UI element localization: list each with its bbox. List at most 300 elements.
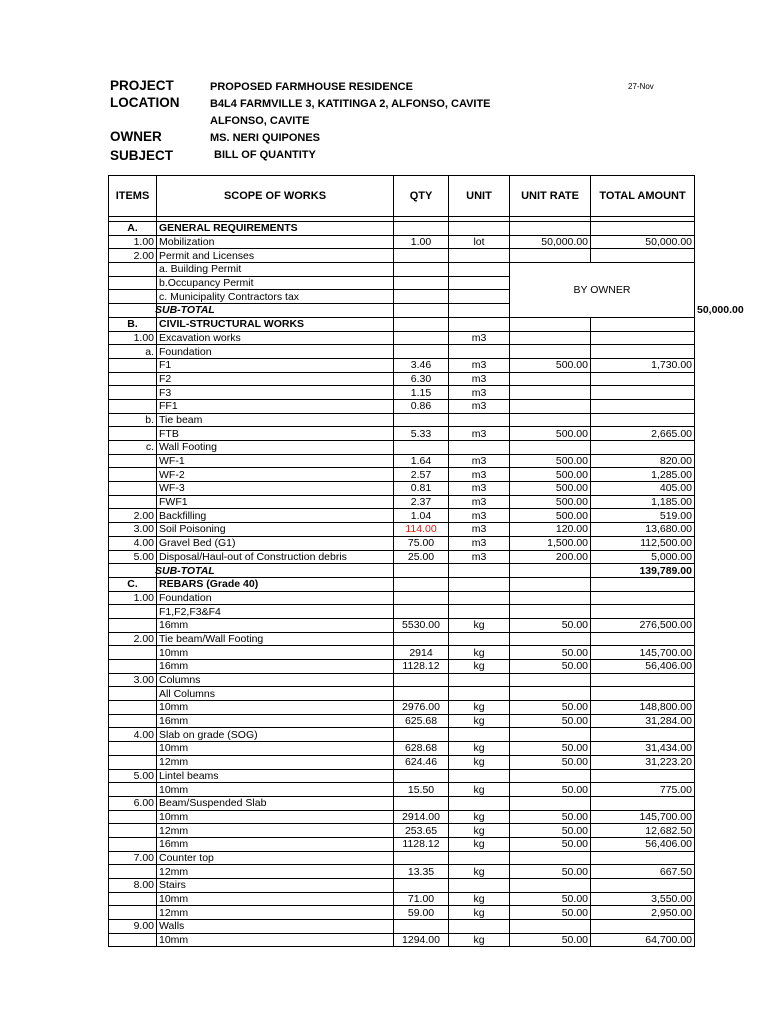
item-cell: c. (109, 441, 157, 455)
scope-cell: a. Building Permit (157, 263, 394, 277)
unit-cell: kg (449, 824, 510, 838)
unit-rate-cell: 1,500.00 (510, 536, 591, 550)
total-amount-cell (591, 577, 695, 591)
scope-cell: Disposal/Haul-out of Construction debris (157, 550, 394, 564)
unit-rate-cell: 50.00 (510, 824, 591, 838)
unit-cell: m3 (449, 509, 510, 523)
item-cell (109, 933, 157, 947)
unit-rate-cell (510, 372, 591, 386)
unit-cell: kg (449, 933, 510, 947)
scope-cell: FTB (157, 427, 394, 441)
qty-cell (394, 263, 449, 277)
item-cell (109, 263, 157, 277)
qty-cell (394, 441, 449, 455)
unit-rate-cell: 500.00 (510, 427, 591, 441)
scope-cell: 16mm (157, 837, 394, 851)
unit-rate-cell (510, 399, 591, 413)
table-row (109, 673, 695, 687)
qty-cell (394, 687, 449, 701)
table-row (109, 824, 695, 838)
unit-rate-cell (510, 605, 591, 619)
table-row (109, 605, 695, 619)
qty-cell: 75.00 (394, 536, 449, 550)
unit-cell (449, 249, 510, 263)
table-row (109, 632, 695, 646)
item-cell: 1.00 (109, 331, 157, 345)
total-amount-cell (591, 441, 695, 455)
scope-cell: Foundation (157, 591, 394, 605)
total-amount-cell: 145,700.00 (591, 646, 695, 660)
qty-cell (394, 304, 449, 318)
unit-cell: kg (449, 783, 510, 797)
unit-rate-cell: 120.00 (510, 523, 591, 537)
table-row (109, 837, 695, 851)
total-amount-cell (591, 687, 695, 701)
scope-cell: b.Occupancy Permit (157, 276, 394, 290)
item-cell (109, 290, 157, 304)
table-row (109, 235, 695, 249)
total-amount-cell: 1,185.00 (591, 495, 695, 509)
item-cell (109, 482, 157, 496)
unit-rate-cell (510, 317, 591, 331)
item-cell: 9.00 (109, 920, 157, 934)
table-row (109, 892, 695, 906)
total-amount-cell: 5,000.00 (591, 550, 695, 564)
scope-cell: F3 (157, 386, 394, 400)
table-row (109, 249, 695, 263)
unit-cell (449, 632, 510, 646)
item-cell: 4.00 (109, 536, 157, 550)
item-cell (109, 276, 157, 290)
qty-cell (394, 249, 449, 263)
item-cell (109, 824, 157, 838)
scope-cell: Wall Footing (157, 441, 394, 455)
item-cell (109, 810, 157, 824)
table-row (109, 399, 695, 413)
total-amount-cell: 139,789.00 (591, 564, 695, 578)
total-amount-cell (591, 222, 695, 236)
location-value-line1: B4L4 FARMVILLE 3, KATITINGA 2, ALFONSO, CAVITE (210, 98, 491, 110)
unit-rate-cell: 50,000.00 (510, 235, 591, 249)
scope-cell: Permit and Licenses (157, 249, 394, 263)
item-cell (109, 427, 157, 441)
table-row (109, 687, 695, 701)
qty-cell: 2.57 (394, 468, 449, 482)
unit-cell (449, 728, 510, 742)
qty-cell: 25.00 (394, 550, 449, 564)
total-amount-cell (591, 399, 695, 413)
total-amount-cell: 50,000.00 (591, 235, 695, 249)
table-row (109, 263, 695, 277)
table-row (109, 742, 695, 756)
unit-rate-cell: 500.00 (510, 509, 591, 523)
qty-cell: 1.15 (394, 386, 449, 400)
qty-cell: 624.46 (394, 755, 449, 769)
unit-rate-cell: 50.00 (510, 755, 591, 769)
unit-rate-cell: 50.00 (510, 618, 591, 632)
unit-cell (449, 441, 510, 455)
item-cell (109, 701, 157, 715)
qty-cell: 1128.12 (394, 837, 449, 851)
owner-label: OWNER (110, 129, 162, 144)
table-row (109, 906, 695, 920)
unit-rate-cell (510, 673, 591, 687)
unit-rate-cell (510, 769, 591, 783)
scope-cell: SUB-TOTAL (157, 564, 394, 578)
unit-rate-cell (510, 331, 591, 345)
scope-cell: SUB-TOTAL (157, 304, 394, 318)
unit-cell (449, 796, 510, 810)
scope-cell: FF1 (157, 399, 394, 413)
scope-cell: Counter top (157, 851, 394, 865)
unit-rate-cell (510, 413, 591, 427)
unit-cell (449, 317, 510, 331)
unit-rate-cell: 50.00 (510, 865, 591, 879)
unit-cell: kg (449, 701, 510, 715)
table-row (109, 413, 695, 427)
owner-value: MS. NERI QUIPONES (210, 132, 321, 144)
unit-rate-cell (510, 345, 591, 359)
col-header-qty: QTY (394, 176, 449, 217)
unit-cell (449, 920, 510, 934)
scope-cell: 10mm (157, 892, 394, 906)
scope-cell: 10mm (157, 810, 394, 824)
unit-rate-cell: 50.00 (510, 837, 591, 851)
total-amount-cell: 2,665.00 (591, 427, 695, 441)
subject-value: BILL OF QUANTITY (214, 149, 316, 161)
item-cell (109, 660, 157, 674)
unit-cell (449, 687, 510, 701)
item-cell: 2.00 (109, 509, 157, 523)
qty-cell: 5.33 (394, 427, 449, 441)
item-cell: B. (109, 317, 157, 331)
scope-cell: 12mm (157, 755, 394, 769)
project-value: PROPOSED FARMHOUSE RESIDENCE (210, 81, 413, 93)
unit-cell (449, 222, 510, 236)
table-row (109, 386, 695, 400)
item-cell: 2.00 (109, 632, 157, 646)
table-row (109, 536, 695, 550)
unit-rate-cell: 500.00 (510, 358, 591, 372)
unit-rate-cell: 50.00 (510, 810, 591, 824)
location-label: LOCATION (110, 95, 180, 110)
unit-cell: kg (449, 906, 510, 920)
item-cell: 1.00 (109, 591, 157, 605)
col-header-items: ITEMS (109, 176, 157, 217)
item-cell (109, 372, 157, 386)
unit-rate-cell: 50.00 (510, 701, 591, 715)
total-amount-cell: 3,550.00 (591, 892, 695, 906)
subtotal-row: SUB-TOTAL 50,000.00 (109, 304, 695, 318)
unit-cell: kg (449, 646, 510, 660)
total-amount-cell: 145,700.00 (591, 810, 695, 824)
table-row (109, 495, 695, 509)
scope-cell: c. Municipality Contractors tax (157, 290, 394, 304)
unit-cell: kg (449, 837, 510, 851)
unit-cell (449, 290, 510, 304)
total-amount-cell (591, 769, 695, 783)
item-cell (109, 454, 157, 468)
unit-cell: kg (449, 742, 510, 756)
unit-rate-cell: 500.00 (510, 495, 591, 509)
table-row (109, 755, 695, 769)
unit-cell (449, 304, 510, 318)
unit-rate-cell (510, 796, 591, 810)
table-body (109, 217, 744, 947)
total-amount-cell: 31,284.00 (591, 714, 695, 728)
table-row (109, 796, 695, 810)
scope-cell: REBARS (Grade 40) (157, 577, 394, 591)
item-cell: A. (109, 222, 157, 236)
scope-cell: WF-3 (157, 482, 394, 496)
table-row (109, 769, 695, 783)
table-row (109, 660, 695, 674)
unit-cell: m3 (449, 399, 510, 413)
table-header-row (109, 176, 695, 217)
total-amount-cell (591, 331, 695, 345)
qty-cell (394, 276, 449, 290)
item-cell (109, 755, 157, 769)
unit-cell (449, 413, 510, 427)
unit-cell: kg (449, 810, 510, 824)
unit-cell (449, 345, 510, 359)
qty-cell: 5530.00 (394, 618, 449, 632)
scope-cell: Gravel Bed (G1) (157, 536, 394, 550)
scope-cell: GENERAL REQUIREMENTS (157, 222, 394, 236)
total-amount-cell (591, 673, 695, 687)
scope-cell: F2 (157, 372, 394, 386)
unit-cell (449, 769, 510, 783)
total-amount-cell (591, 386, 695, 400)
scope-cell: Backfilling (157, 509, 394, 523)
item-cell: 5.00 (109, 769, 157, 783)
qty-cell (394, 879, 449, 893)
unit-rate-cell (510, 591, 591, 605)
unit-cell: m3 (449, 550, 510, 564)
item-cell: C. (109, 577, 157, 591)
scope-cell: Beam/Suspended Slab (157, 796, 394, 810)
total-amount-cell (591, 345, 695, 359)
unit-rate-cell (510, 728, 591, 742)
item-cell (109, 399, 157, 413)
unit-cell: m3 (449, 372, 510, 386)
total-amount-cell: 667.50 (591, 865, 695, 879)
item-cell: 4.00 (109, 728, 157, 742)
scope-cell: 16mm (157, 714, 394, 728)
table-row (109, 618, 695, 632)
qty-cell: 0.86 (394, 399, 449, 413)
unit-cell: m3 (449, 468, 510, 482)
total-amount-cell: 405.00 (591, 482, 695, 496)
unit-rate-cell (510, 851, 591, 865)
unit-cell: m3 (449, 386, 510, 400)
total-amount-cell: 276,500.00 (591, 618, 695, 632)
total-amount-cell (591, 920, 695, 934)
unit-rate-cell: 50.00 (510, 783, 591, 797)
subject-label: SUBJECT (110, 148, 174, 163)
table-row (109, 509, 695, 523)
qty-cell (394, 920, 449, 934)
table-row (109, 468, 695, 482)
unit-cell: kg (449, 892, 510, 906)
section-row (109, 222, 695, 236)
unit-rate-cell: 50.00 (510, 892, 591, 906)
qty-cell: 6.30 (394, 372, 449, 386)
total-amount-cell: 148,800.00 (591, 701, 695, 715)
unit-rate-cell (510, 687, 591, 701)
scope-cell: WF-2 (157, 468, 394, 482)
table-row (109, 933, 695, 947)
item-cell (109, 865, 157, 879)
scope-cell: WF-1 (157, 454, 394, 468)
item-cell (109, 783, 157, 797)
unit-cell: kg (449, 618, 510, 632)
item-cell (109, 837, 157, 851)
qty-cell (394, 673, 449, 687)
table-row (109, 851, 695, 865)
qty-cell (394, 290, 449, 304)
qty-cell (394, 796, 449, 810)
scope-cell: 10mm (157, 742, 394, 756)
unit-rate-cell: 50.00 (510, 660, 591, 674)
unit-rate-cell: 50.00 (510, 742, 591, 756)
total-amount-cell (591, 879, 695, 893)
location-value-line2: ALFONSO, CAVITE (210, 115, 310, 127)
scope-cell: Lintel beams (157, 769, 394, 783)
table-row (109, 454, 695, 468)
item-cell: 1.00 (109, 235, 157, 249)
qty-cell: 13.35 (394, 865, 449, 879)
item-cell (109, 646, 157, 660)
table-row (109, 358, 695, 372)
table-row (109, 523, 695, 537)
section-row (109, 577, 695, 591)
date-text: 27-Nov (628, 82, 654, 91)
item-cell (109, 742, 157, 756)
scope-cell: 10mm (157, 701, 394, 715)
qty-cell: 2.37 (394, 495, 449, 509)
unit-cell: m3 (449, 523, 510, 537)
scope-cell: 12mm (157, 906, 394, 920)
qty-cell: 1.00 (394, 235, 449, 249)
qty-cell: 1128.12 (394, 660, 449, 674)
table-row (109, 728, 695, 742)
item-cell (109, 892, 157, 906)
table-row (109, 701, 695, 715)
scope-cell: 16mm (157, 660, 394, 674)
unit-cell (449, 673, 510, 687)
table-row (109, 783, 695, 797)
unit-cell: m3 (449, 536, 510, 550)
unit-rate-cell: 50.00 (510, 933, 591, 947)
scope-cell: 10mm (157, 646, 394, 660)
scope-cell: Tie beam/Wall Footing (157, 632, 394, 646)
total-amount-cell: 2,950.00 (591, 906, 695, 920)
qty-cell: 15.50 (394, 783, 449, 797)
qty-cell: 628.68 (394, 742, 449, 756)
scope-cell: Foundation (157, 345, 394, 359)
scope-cell: 10mm (157, 933, 394, 947)
item-cell: 6.00 (109, 796, 157, 810)
item-cell (109, 304, 157, 318)
qty-cell (394, 605, 449, 619)
table-row (109, 441, 695, 455)
unit-cell: kg (449, 865, 510, 879)
qty-cell: 2914 (394, 646, 449, 660)
qty-cell: 71.00 (394, 892, 449, 906)
unit-cell (449, 591, 510, 605)
total-amount-cell: 1,285.00 (591, 468, 695, 482)
unit-cell: kg (449, 714, 510, 728)
unit-rate-cell (510, 920, 591, 934)
total-amount-cell: 775.00 (591, 783, 695, 797)
bill-of-quantity-table (108, 175, 744, 947)
item-cell: 7.00 (109, 851, 157, 865)
total-amount-cell: 31,223.20 (591, 755, 695, 769)
qty-cell (394, 769, 449, 783)
unit-rate-cell (510, 249, 591, 263)
unit-rate-cell: 50.00 (510, 714, 591, 728)
scope-cell: 12mm (157, 865, 394, 879)
table-row (109, 482, 695, 496)
total-amount-cell (591, 632, 695, 646)
item-cell (109, 564, 157, 578)
unit-cell: kg (449, 755, 510, 769)
scope-cell: All Columns (157, 687, 394, 701)
total-amount-cell (591, 796, 695, 810)
total-amount-cell: 13,680.00 (591, 523, 695, 537)
scope-cell: 16mm (157, 618, 394, 632)
unit-rate-cell (510, 564, 591, 578)
total-amount-cell: 64,700.00 (591, 933, 695, 947)
item-cell: b. (109, 413, 157, 427)
col-header-total-amount: TOTAL AMOUNT (591, 176, 695, 217)
unit-cell (449, 276, 510, 290)
scope-cell: 10mm (157, 783, 394, 797)
total-amount-cell (591, 605, 695, 619)
scope-cell: Columns (157, 673, 394, 687)
item-cell (109, 714, 157, 728)
scope-cell: Soil Poisoning (157, 523, 394, 537)
unit-cell: m3 (449, 358, 510, 372)
item-cell: 5.00 (109, 550, 157, 564)
table-row (109, 714, 695, 728)
unit-rate-cell: 200.00 (510, 550, 591, 564)
unit-rate-cell (510, 577, 591, 591)
table-row (109, 591, 695, 605)
scope-cell: Excavation works (157, 331, 394, 345)
qty-cell: 114.00 (394, 523, 449, 537)
item-cell (109, 468, 157, 482)
qty-cell (394, 851, 449, 865)
item-cell (109, 358, 157, 372)
scope-cell: F1 (157, 358, 394, 372)
qty-cell: 1294.00 (394, 933, 449, 947)
scope-cell: F1,F2,F3&F4 (157, 605, 394, 619)
unit-cell (449, 564, 510, 578)
unit-cell: m3 (449, 482, 510, 496)
qty-cell: 2976.00 (394, 701, 449, 715)
scope-cell: 12mm (157, 824, 394, 838)
scope-cell: Mobilization (157, 235, 394, 249)
total-amount-cell (591, 317, 695, 331)
total-amount-cell: 1,730.00 (591, 358, 695, 372)
scope-cell: Tie beam (157, 413, 394, 427)
qty-cell (394, 317, 449, 331)
unit-rate-cell (510, 222, 591, 236)
unit-cell: m3 (449, 427, 510, 441)
table-row (109, 550, 695, 564)
